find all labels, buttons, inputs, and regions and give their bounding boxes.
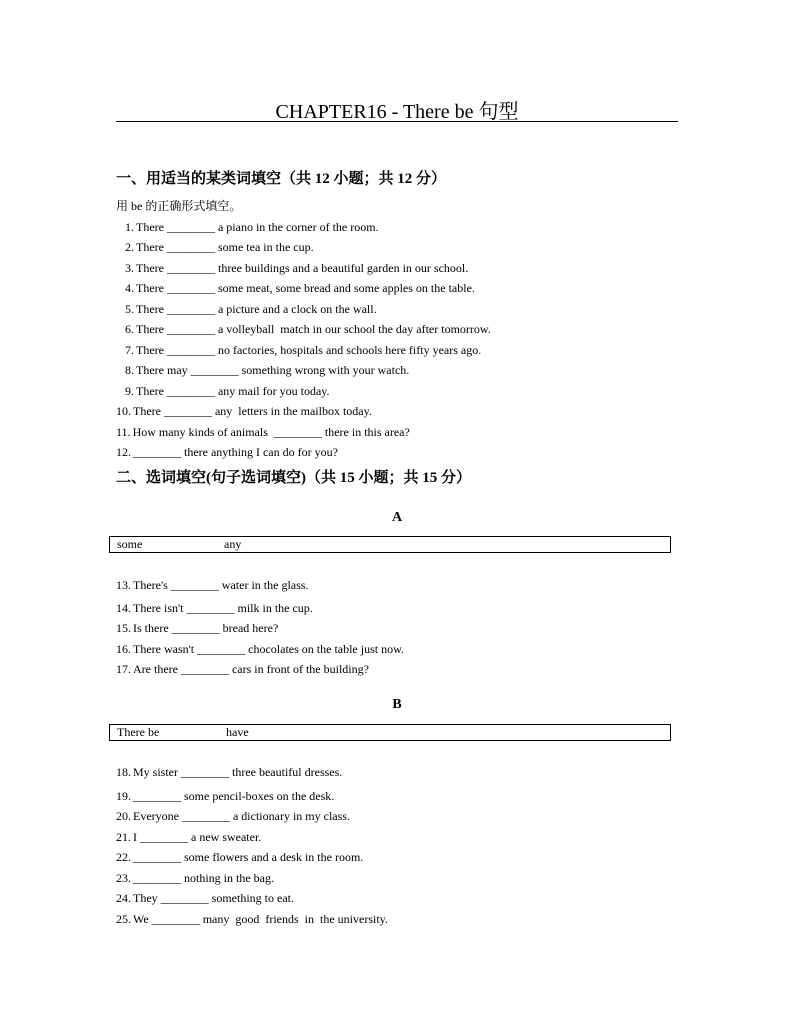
question-18 [116, 764, 342, 780]
question-text: Everyone ________ a dictionary in my class. [133, 809, 350, 823]
question-number: 24. [116, 891, 131, 905]
question-text: There may ________ something wrong with your watch. [136, 363, 410, 377]
section1-instruction: 用 be 的正确形式填空。 [116, 199, 242, 213]
question-number: 2. [125, 240, 134, 254]
question-number: 9. [125, 384, 134, 398]
question-number: 4. [125, 281, 134, 295]
question-8 [116, 362, 409, 378]
word-box-b [109, 724, 671, 741]
question-number: 23. [116, 871, 131, 885]
question-number: 10. [116, 404, 131, 418]
question-22 [116, 849, 363, 865]
question-number: 15. [116, 621, 131, 635]
question-text: There's ________ water in the glass. [133, 578, 309, 592]
question-2 [116, 239, 314, 255]
question-text: Are there ________ cars in front of the building? [133, 662, 369, 676]
question-number: 11. [116, 425, 131, 439]
question-number: 25. [116, 912, 131, 926]
question-number: 6. [125, 322, 134, 336]
question-12 [116, 444, 338, 460]
question-text: I ________ a new sweater. [133, 830, 262, 844]
question-23 [116, 870, 274, 886]
question-text: ________ some flowers and a desk in the room. [133, 850, 364, 864]
question-text: There ________ no factories, hospitals and schools here fifty years ago. [136, 343, 482, 357]
question-number: 13. [116, 578, 131, 592]
part-a-label: A [391, 510, 403, 525]
question-17 [116, 661, 369, 677]
question-number: 22. [116, 850, 131, 864]
question-text: There ________ a volleyball match in our school the day after tomorrow. [136, 322, 491, 336]
question-20 [116, 808, 350, 824]
question-text: My sister ________ three beautiful dresses. [133, 765, 343, 779]
part-b-label: B [392, 697, 402, 712]
question-3 [116, 260, 468, 276]
question-16 [116, 641, 404, 657]
word-box-a [109, 536, 671, 553]
question-text: There ________ a picture and a clock on the wall. [136, 302, 377, 316]
question-text: There ________ three buildings and a beautiful garden in our school. [136, 261, 469, 275]
question-text: How many kinds of animals ________ there in this area? [132, 425, 410, 439]
question-number: 19. [116, 789, 131, 803]
question-text: ________ there anything I can do for you? [133, 445, 338, 459]
question-number: 8. [125, 363, 134, 377]
page-title: CHAPTER16 - There be 句型 [275, 101, 519, 123]
question-11 [116, 424, 410, 440]
question-number: 14. [116, 601, 131, 615]
question-number: 17. [116, 662, 131, 676]
question-text: There ________ a piano in the corner of the room. [136, 220, 379, 234]
question-number: 1. [125, 220, 134, 234]
question-text: ________ nothing in the bag. [133, 871, 274, 885]
word-option: some [117, 537, 143, 551]
question-15 [116, 620, 278, 636]
question-number: 5. [125, 302, 134, 316]
question-number: 12. [116, 445, 131, 459]
question-text: There isn't ________ milk in the cup. [133, 601, 313, 615]
question-text: There ________ any letters in the mailbox today. [133, 404, 372, 418]
question-number: 18. [116, 765, 131, 779]
word-option: any [224, 537, 242, 551]
title-underline [116, 121, 678, 122]
question-1 [116, 219, 379, 235]
question-number: 16. [116, 642, 131, 656]
question-25 [116, 911, 388, 927]
question-text: There ________ some meat, some bread and some apples on the table. [136, 281, 475, 295]
question-21 [116, 829, 261, 845]
question-4 [116, 280, 475, 296]
question-text: There ________ some tea in the cup. [136, 240, 314, 254]
question-text: They ________ something to eat. [133, 891, 294, 905]
question-number: 3. [125, 261, 134, 275]
question-number: 21. [116, 830, 131, 844]
question-number: 7. [125, 343, 134, 357]
question-number: 20. [116, 809, 131, 823]
question-7 [116, 342, 481, 358]
word-option: There be [117, 725, 160, 739]
question-13 [116, 577, 308, 593]
question-14 [116, 600, 313, 616]
question-24 [116, 890, 294, 906]
question-10 [116, 403, 372, 419]
section2-heading: 二、选词填空(句子选词填空)（共 15 小题；共 15 分） [116, 470, 471, 486]
question-text: There wasn't ________ chocolates on the table just now. [133, 642, 404, 656]
question-5 [116, 301, 377, 317]
question-6 [116, 321, 491, 337]
word-option: have [226, 725, 249, 739]
question-text: ________ some pencil-boxes on the desk. [133, 789, 335, 803]
question-text: We ________ many good friends in the university. [133, 912, 388, 926]
question-9 [116, 383, 330, 399]
question-19 [116, 788, 334, 804]
section1-heading: 一、用适当的某类词填空（共 12 小题；共 12 分） [116, 171, 447, 187]
question-text: There ________ any mail for you today. [136, 384, 330, 398]
question-text: Is there ________ bread here? [133, 621, 279, 635]
